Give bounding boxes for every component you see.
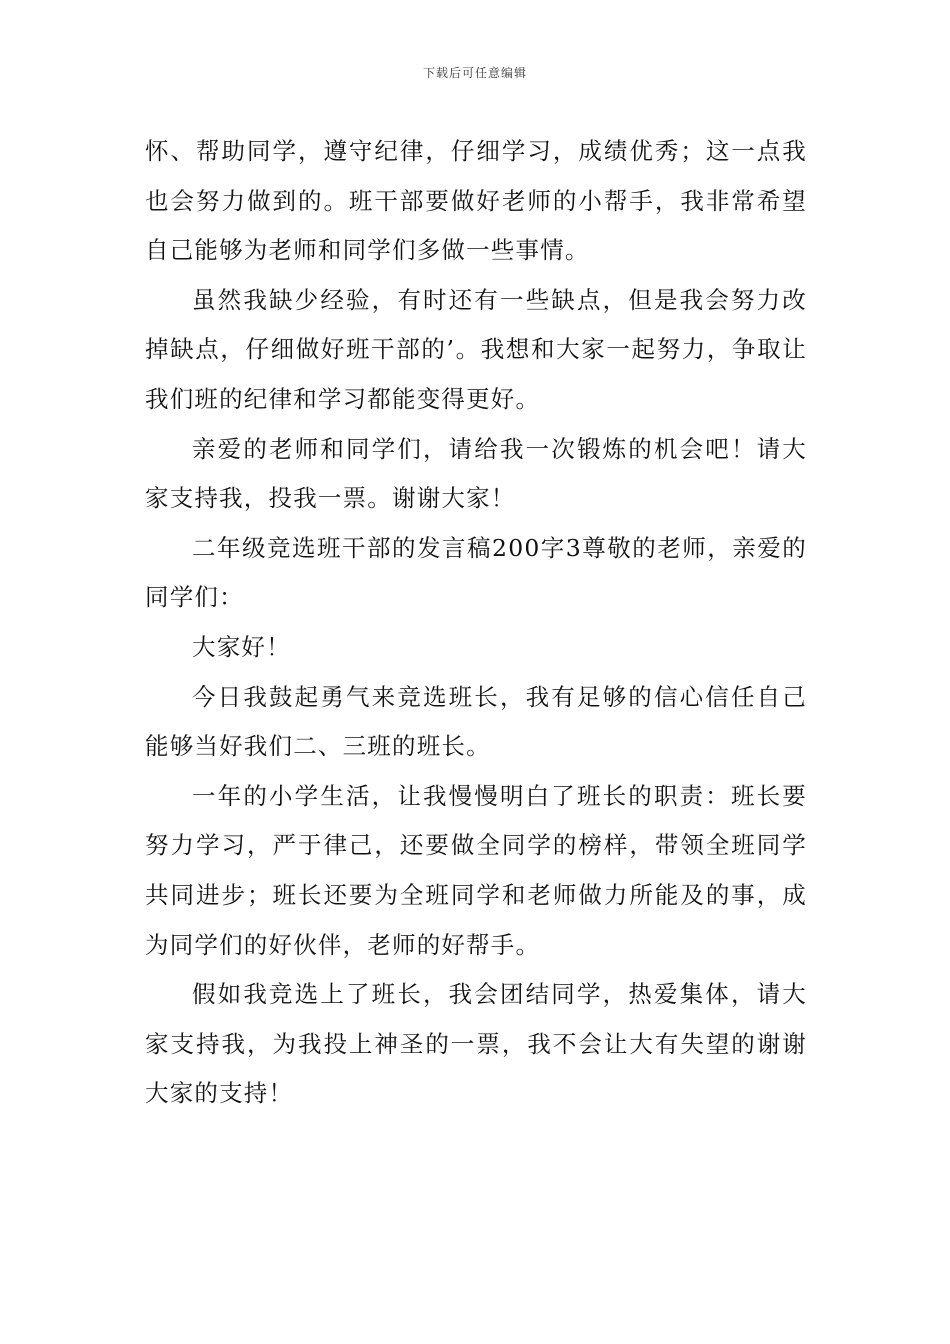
paragraph: 今日我鼓起勇气来竞选班长，我有足够的信心信任自己能够当好我们二、三班的班长。 <box>145 682 807 761</box>
paragraph-heading: 二年级竞选班干部的发言稿200字3尊敬的老师，亲爱的同学们： <box>145 533 807 612</box>
paragraph: 虽然我缺少经验，有时还有一些缺点，但是我会努力改掉缺点，仔细做好班干部的’。我想和大家一起努力，争取让我们班的纪律和学习都能变得更好。 <box>145 285 807 413</box>
paragraph-greeting: 大家好！ <box>192 632 291 661</box>
paragraph: 一年的小学生活，让我慢慢明白了班长的职责：班长要努力学习，严于律己，还要做全同学的榜样，带领全班同学共同进步；班长还要为全班同学和老师做力所能及的事，成为同学们的好伙伴，老师的好帮手。 <box>145 781 807 959</box>
document-body <box>145 127 807 1119</box>
paragraph-continuation: 怀、帮助同学，遵守纪律，仔细学习，成绩优秀；这一点我也会努力做到的。班干部要做好老师的小帮手，我非常希望自己能够为老师和同学们多做一些事情。 <box>145 137 807 265</box>
paragraph: 亲爱的老师和同学们，请给我一次锻炼的机会吧！请大家支持我，投我一票。谢谢大家！ <box>145 434 807 513</box>
paragraph: 假如我竞选上了班长，我会团结同学，热爱集体，请大家支持我，为我投上神圣的一票，我不会让大有失望的谢谢大家的支持！ <box>145 980 807 1108</box>
page-header: 下载后可任意编辑 <box>422 66 527 80</box>
